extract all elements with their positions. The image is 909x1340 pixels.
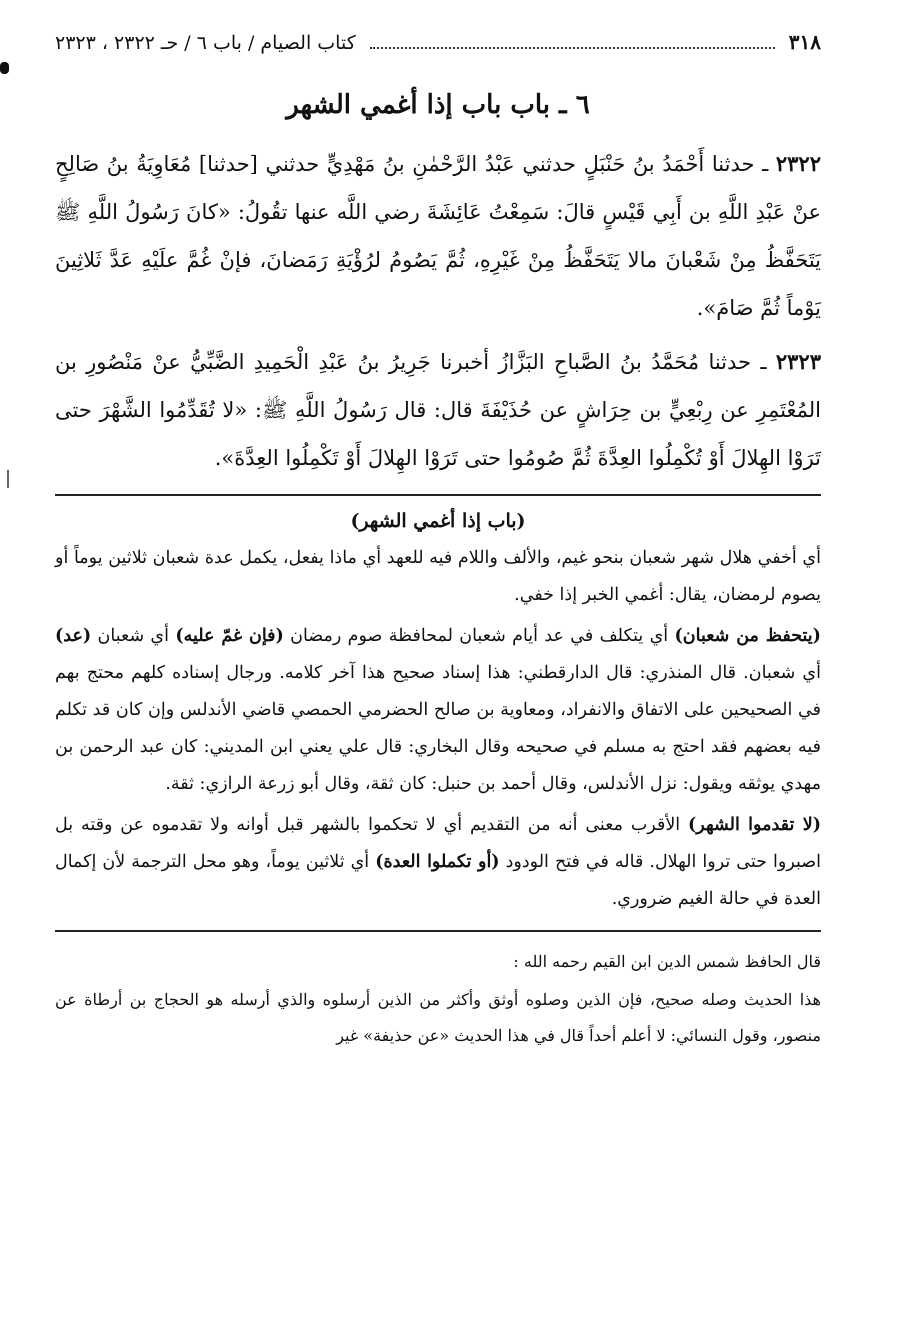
quoted-phrase: (عد) <box>55 626 92 646</box>
commentary-paragraph-2 <box>55 618 821 803</box>
commentary-text: الأقرب معنى أنه من التقديم أي لا تحكموا بالشهر قبل أوانه ولا تقدموه عن وقته بل اصبروا حتى تروا الهلال. قاله في فتح الودود <box>55 815 821 872</box>
page-number: ٣١٨ <box>788 30 821 54</box>
commentary-paragraph-1: أي أخفي هلال شهر شعبان بنحو غيم، والألف واللام فيه للعهد أي ماذا يفعل، يكمل عدة شعبان ثلاثين يوماً أو يصوم لرمضان، يقال: أغمي الخبر إذا خفي. <box>55 548 821 605</box>
book-page <box>55 30 821 1054</box>
commentary-text: أي شعبان <box>97 626 169 646</box>
quoted-phrase: (فإن غمّ عليه) <box>175 626 284 646</box>
hadith-text: ـ حدثنا أَحْمَدُ بنُ حَنْبَلٍ حدثني عَبْدُ الرَّحْمٰنِ بنُ مَهْدِيٍّ حدثني [حدثنا] مُعَاوِيَةُ بنُ صَالِحٍ عنْ عَبْدِ اللَّهِ بن أَبِي قَيْسٍ قالَ: سَمِعْتُ عَائِشَةَ رضي اللَّه عنها تقُولُ: «كانَ رَسُولُ اللَّهِ ﷺ يَتَحَفَّظُ مِنْ شَعْبانَ مالا يَتَحَفَّظُ مِنْ غَيْرِهِ، ثُمَّ يَصُومُ لرُؤْيَةِ رَمَضانَ، فإنْ غُمَّ علَيْهِ عَدَّ ثَلاثِينَ يَوْماً ثُمَّ صَامَ». <box>55 152 821 320</box>
hadith-2323 <box>55 338 821 482</box>
commentary-paragraph-3 <box>55 807 821 918</box>
quoted-phrase: (لا تقدموا الشهر) <box>688 815 821 835</box>
chapter-heading: ٦ ـ باب باب إذا أغمي الشهر <box>286 90 590 120</box>
header-dot-leader <box>370 47 775 49</box>
commentary-title: (باب إذا أغمي الشهر) <box>350 510 526 532</box>
commentary-text: أي يتكلف في عد أيام شعبان لمحافظة صوم رمضان <box>290 626 669 646</box>
hadith-number: ٢٣٢٢ <box>775 151 821 176</box>
section-divider <box>55 494 821 496</box>
hadith-2322 <box>55 140 821 332</box>
running-header <box>55 30 821 64</box>
section-divider <box>55 930 821 932</box>
ibn-qayyim-heading: قال الحافظ شمس الدين ابن القيم رحمه الله : <box>513 952 821 971</box>
ibn-qayyim-text: هذا الحديث وصله صحيح، فإن الذين وصلوه أوثق وأكثر من الذين أرسلوه والذي أرسله هو الحجاج بن أرطاة عن منصور، وقول النسائي: لا أعلم أحداً قال في هذا الحديث «عن حذيفة» غير <box>55 990 821 1045</box>
commentary-text: أي ثلاثين يوماً، وهو محل الترجمة لأن إكمال العدة في حالة الغيم ضروري. <box>55 852 821 909</box>
quoted-phrase: (أو تكملوا العدة) <box>375 852 500 872</box>
commentary-text: أي شعبان. قال المنذري: قال الدارقطني: هذا إسناد صحيح هذا آخر كلامه. ورجال إسناده كلهم محتج بهم في الصحيحين على الاتفاق والانفراد، ومعاوية بن صالح الحضرمي الحمصي قاضي الأندلس وإن كان قد تكلم فيه بعضهم فقد احتج به مسلم في صحيحه وقال البخاري: قال علي يعني ابن المديني: كان عبد الرحمن بن مهدي يوثقه ويقول: نزل الأندلس، وقال أحمد بن حنبل: كان ثقة، وقال أبو زرعة الرازي: ثقة. <box>55 663 821 794</box>
margin-ink-mark <box>0 62 9 74</box>
quoted-phrase: (يتحفظ من شعبان) <box>674 626 821 646</box>
margin-ink-tick <box>7 470 9 488</box>
hadith-text: ـ حدثنا مُحَمَّدُ بنُ الصَّباحِ البَزَّازُ أخبرنا جَرِيرُ بنُ عَبْدِ الْحَمِيدِ الضَّبِّيُّ عنْ مَنْصُورِ بن المُعْتَمِرِ عن رِبْعِيٍّ بن حِرَاشٍ عن حُذَيْفَةَ قال: قال رَسُولُ اللَّهِ ﷺ: «لا تُقَدِّمُوا الشَّهْرَ حتى تَرَوْا الهِلالَ أَوْ تُكْمِلُوا العِدَّةَ ثُمَّ صُومُوا حتى تَرَوْا الهِلالَ أَوْ تَكْمِلُوا العِدَّةَ». <box>55 350 821 470</box>
running-title: كتاب الصيام / باب ٦ / حـ ٢٣٢٢ ، ٢٣٢٣ <box>55 32 356 54</box>
hadith-number: ٢٣٢٣ <box>775 349 821 374</box>
